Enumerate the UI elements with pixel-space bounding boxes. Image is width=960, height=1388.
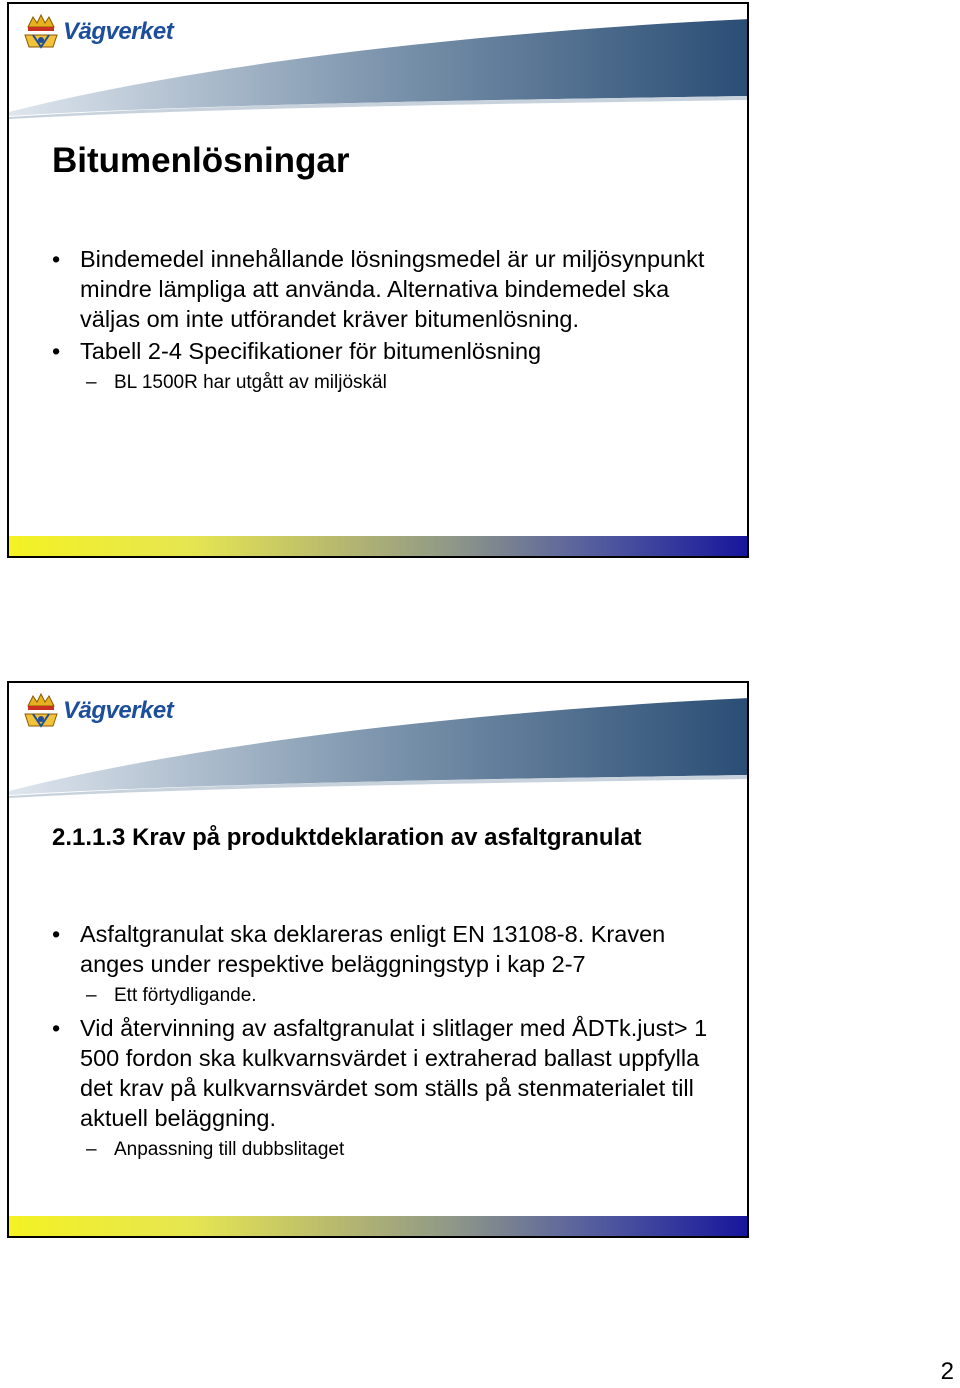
bullet-item: • Vid återvinning av asfaltgranulat i slitlager med ÅDTk.just> 1 500 fordon ska kulkvarnsvärdet i extraherad ballast uppfylla det krav på kulkvarnsvärdet som ställs på stenmaterialet till aktuell beläggning. [52, 1013, 727, 1133]
sub-bullet-item: – BL 1500R har utgått av miljöskäl [52, 370, 727, 396]
gradient-footer-bar [9, 536, 747, 556]
sub-bullet-item: – Ett förtydligande. [52, 983, 727, 1009]
brand-logo [23, 691, 173, 731]
slide-title: 2.1.1.3 Krav på produktdeklaration av asfaltgranulat [52, 824, 642, 851]
bullet-item: • Asfaltgranulat ska deklareras enligt EN 13108-8. Kraven anges under respektive beläggningstyp i kap 2-7 [52, 919, 727, 979]
page-number: 2 [940, 1358, 954, 1385]
gradient-footer-bar [9, 1216, 747, 1236]
slide-2 [7, 681, 749, 1238]
slide-1 [7, 2, 749, 558]
bullet-item: • Bindemedel innehållande lösningsmedel är ur miljösynpunkt mindre lämpliga att använda. Alternativa bindemedel ska väljas om inte utförandet kräver bitumenlösning. [52, 244, 727, 334]
crown-emblem-icon [23, 13, 59, 51]
slide-body [52, 244, 727, 400]
slide-header [9, 4, 747, 119]
slide-header [9, 683, 747, 798]
brand-logo [23, 12, 173, 52]
slide-body [52, 919, 727, 1167]
bullet-item: • Tabell 2-4 Specifikationer för bitumenlösning [52, 336, 727, 366]
crown-emblem-icon [23, 692, 59, 730]
brand-name: Vägverket [63, 18, 174, 45]
brand-name: Vägverket [63, 697, 174, 724]
sub-bullet-item: – Anpassning till dubbslitaget [52, 1137, 727, 1163]
slide-title: Bitumenlösningar [52, 141, 350, 180]
